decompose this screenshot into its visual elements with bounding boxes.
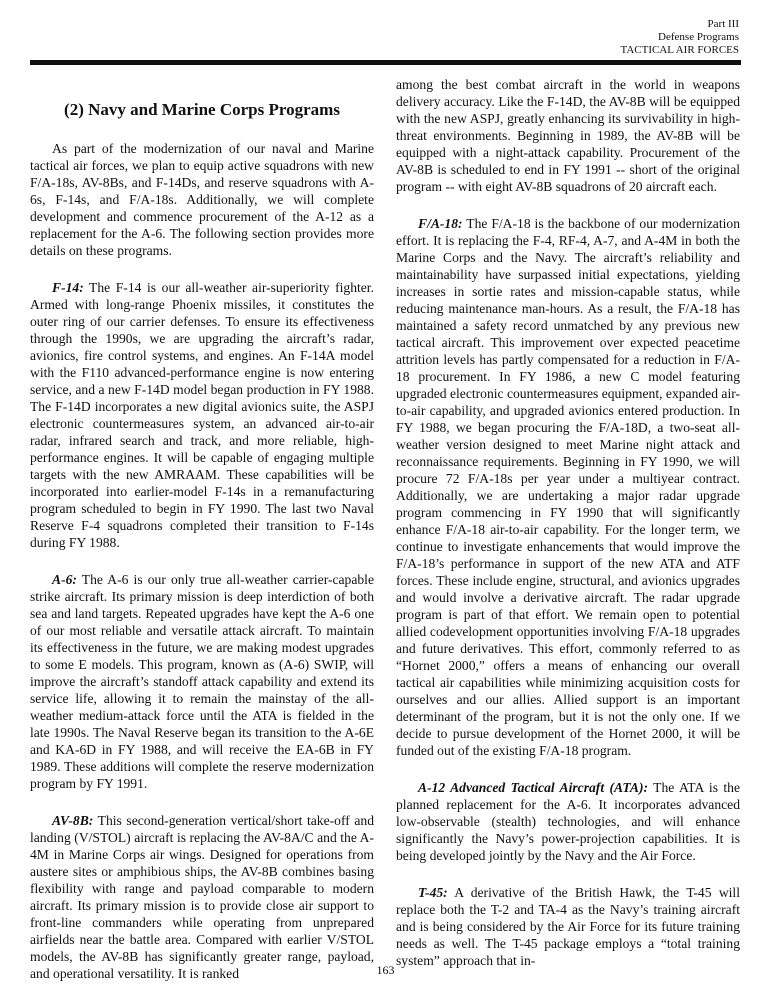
- av8b-lead: AV-8B:: [52, 813, 94, 828]
- f14-text: The F-14 is our all-weather air-superiority fighter. Armed with long-range Phoenix missiles, it constitutes the outer ring of our carrier defenses. To ensure its effectiveness through the 1990s, we are upgrading the aircraft’s radar, avionics, fire control systems, and engines. An F-14A model with the F110 advanced-performance engine is now entering service, and a new F-14D model began production in FY 1988. The F-14D incorporates a new digital avionics suite, the ASPJ electronic countermeasures system, an advanced air-to-air radar, infrared search and track, and more reliable, high-performance engines. It will be capable of engaging multiple targets with the new AMRAAM. These capabilities will be incorporated into earlier-model F-14s in a remanufacturing program scheduled to begin in FY 1990. The last two Naval Reserve F-4 squadrons completed their transition to F-14s during FY 1988.: [30, 280, 374, 550]
- t45-text: A derivative of the British Hawk, the T-45 will replace both the T-2 and TA-4 as the Navy’s training aircraft and is being considered by the Air Force for its future training needs as well. The T-45 package employs a “total training system” approach that in-: [396, 885, 740, 968]
- section-label: Defense Programs: [658, 31, 739, 43]
- running-head: [620, 18, 739, 57]
- a6-text: The A-6 is our only true all-weather carrier-capable strike aircraft. Its primary mission is deep interdiction of both sea and land targets. Repeated upgrades have kept the A-6 one of our most reliable and versatile attack aircraft. To maintain its effectiveness in the future, we are making modest upgrades to some E models. This program, known as (A-6) SWIP, will improve the aircraft’s standoff attack capability and extend its service life, allowing it to remain the mainstay of the all-weather medium-attack force until the ATA is fielded in the late 1990s. The Naval Reserve began its transition to the A-6E and KA-6D in FY 1988, and will receive the EA-6B in FY 1989. These additions will complete the reserve modernization program by FY 1991.: [30, 572, 374, 791]
- a12-text: The ATA is the planned replacement for the A-6. It incorporates advanced low-observable (stealth) technologies, and will enhance significantly the Navy’s power-projection capabilities. It is being developed jointly by the Navy and the Air Force.: [396, 780, 741, 863]
- header-rule: [30, 60, 741, 65]
- section-heading: (2) Navy and Marine Corps Programs: [64, 100, 340, 119]
- t45-paragraph: [396, 884, 740, 969]
- f14-lead: F-14:: [52, 280, 84, 295]
- a12-lead: A-12 Advanced Tactical Aircraft (ATA):: [418, 780, 649, 795]
- f14-paragraph: [30, 279, 374, 551]
- fa18-text: The F/A-18 is the backbone of our modernization effort. It is replacing the F-4, RF-4, A-7, and A-4M in both the Marine Corps and the Navy. The aircraft’s reliability and maintainability have surpassed initial expectations, yielding increases in sortie rates and mission-capable status, while reducing maintenance man-hours. As a result, the F/A-18 has maintained a safety record unmatched by any previous new tactical aircraft. This improvement over expected peacetime attrition levels has partly compensated for a reduction in F/A-18 procurement. In FY 1986, a new C model featuring upgraded electronic countermeasures equipment, expanded air-to-air capability, and upgraded avionics entered production. In FY 1988, we began procuring the F/A-18D, a two-seat all-weather version designed to meet Marine night attack and reconnaissance requirements. Beginning in FY 1990, we will procure 72 F/A-18s per year under a multiyear contract. Additionally, we are undertaking a major radar upgrade program commencing in FY 1990 that will significantly enhance F/A-18 air-to-air capability. For the longer term, we continue to investigate enhancements that would improve the F/A-18’s performance in support of the new ATA and ATF forces. These include engine, structural, and avionics upgrades and would involve a derivative aircraft. The radar upgrade program is part of that effort. We remain open to potential allied codevelopment opportunities involving F/A-18 upgrades and future derivatives. This effort, commonly referred to as “Hornet 2000,” offers a means of enhancing our overall tactical air capabilities while minimizing acquisition costs for ourselves and our allies. Allied support is an important determinant of the program, but it is not the only one. If we decide to pursue development of the Hornet 2000, it will be funded out of the existing F/A-18 program.: [396, 216, 740, 758]
- av8b-text: This second-generation vertical/short take-off and landing (V/STOL) aircraft is replacing the AV-8A/C and the A-4M in Marine Corps air wings. Designed for operations from austere sites or amphibious ships, the AV-8B combines basing flexibility with range and payload comparable to modern aircraft. Its primary mission is to provide close air support to front-line commanders while operating from unprepared airfields near the battle area. Compared with earlier V/STOL models, the AV-8B has significantly greater range, payload, and operational versatility. It is ranked: [30, 813, 374, 981]
- intro-paragraph: As part of the modernization of our naval and Marine tactical air forces, we plan to equip active squadrons with new F/A-18s, AV-8Bs, and F-14Ds, and reserve squadrons with A-6s, F-14s, and F/A-18s. Additionally, we will complete development and commence procurement of the A-12 as a replacement for the A-6. The following section provides more details on these programs.: [30, 141, 374, 258]
- t45-lead: T-45:: [418, 885, 448, 900]
- av8b-continued: among the best combat aircraft in the world in weapons delivery accuracy. Like the F-14D, the AV-8B will be equipped with the new ASPJ, greatly enhancing its survivability in high-threat environments. Beginning in 1989, the AV-8B will be equipped with a night-attack capability. Procurement of the AV-8B is scheduled to end in FY 1991 -- short of the original program -- with eight AV-8B squadrons of 20 aircraft each.: [396, 77, 740, 194]
- subsection-label: TACTICAL AIR FORCES: [620, 44, 739, 56]
- a6-paragraph: [30, 571, 374, 792]
- fa18-paragraph: [396, 215, 740, 759]
- a12-paragraph: [396, 779, 740, 864]
- left-column: [30, 100, 374, 1002]
- av8b-paragraph: [30, 812, 374, 982]
- part-label: Part III: [707, 18, 739, 30]
- page-number: 163: [376, 963, 395, 977]
- fa18-lead: F/A-18:: [418, 216, 463, 231]
- right-column: [396, 76, 740, 989]
- a6-lead: A-6:: [52, 572, 77, 587]
